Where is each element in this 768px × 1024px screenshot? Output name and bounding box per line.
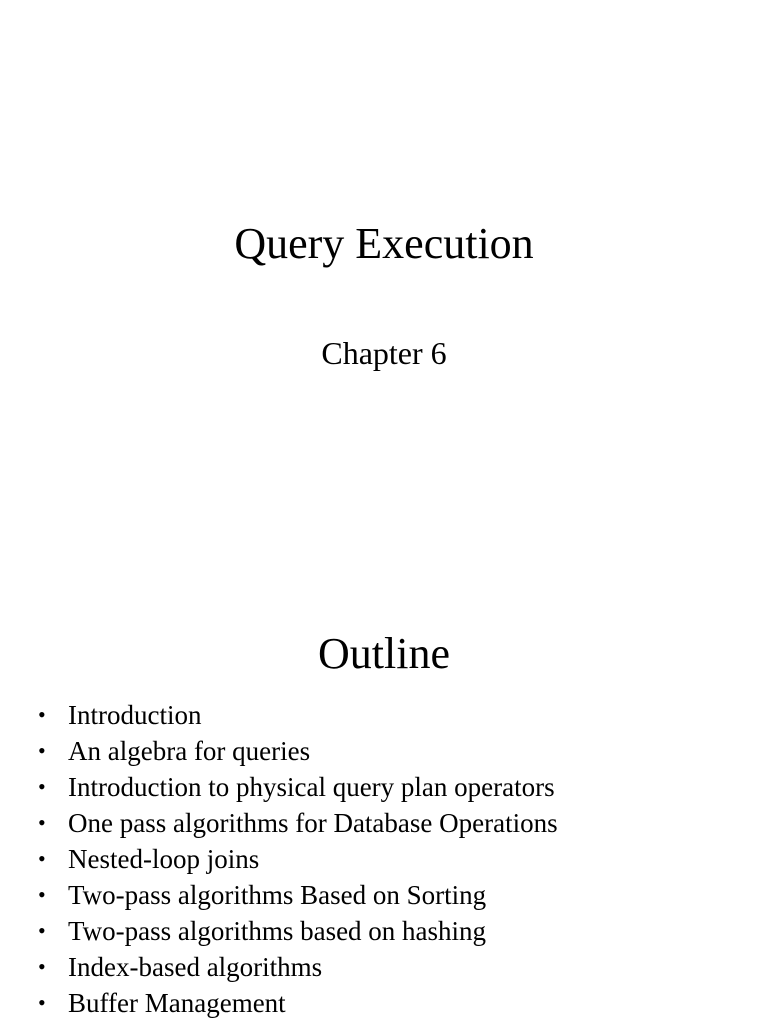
outline-item-text: Two-pass algorithms Based on Sorting xyxy=(68,880,487,910)
bullet-icon: • xyxy=(38,846,46,871)
bullet-icon: • xyxy=(38,918,46,943)
bullet-icon: • xyxy=(38,810,46,835)
outline-title: Outline xyxy=(318,629,450,678)
slide-title: Query Execution xyxy=(234,219,534,268)
outline-item-text: Introduction to physical query plan operators xyxy=(68,772,555,802)
bullet-icon: • xyxy=(38,738,46,763)
bullet-icon: • xyxy=(38,954,46,979)
bullet-icon: • xyxy=(38,774,46,799)
outline-item-text: Buffer Management xyxy=(68,988,286,1018)
outline-item-text: Nested-loop joins xyxy=(68,844,260,874)
outline-item-text: An algebra for queries xyxy=(68,736,311,766)
outline-slide xyxy=(0,576,768,1024)
outline-item-text: One pass algorithms for Database Operations xyxy=(68,808,558,838)
outline-item-text: Index-based algorithms xyxy=(68,952,323,982)
bullet-icon: • xyxy=(38,990,46,1015)
bullet-icon: • xyxy=(38,882,46,907)
slide-subtitle: Chapter 6 xyxy=(321,335,447,371)
outline-item-text: Introduction xyxy=(68,700,202,730)
bullet-icon: • xyxy=(38,702,46,727)
outline-item-text: Two-pass algorithms based on hashing xyxy=(68,916,487,946)
